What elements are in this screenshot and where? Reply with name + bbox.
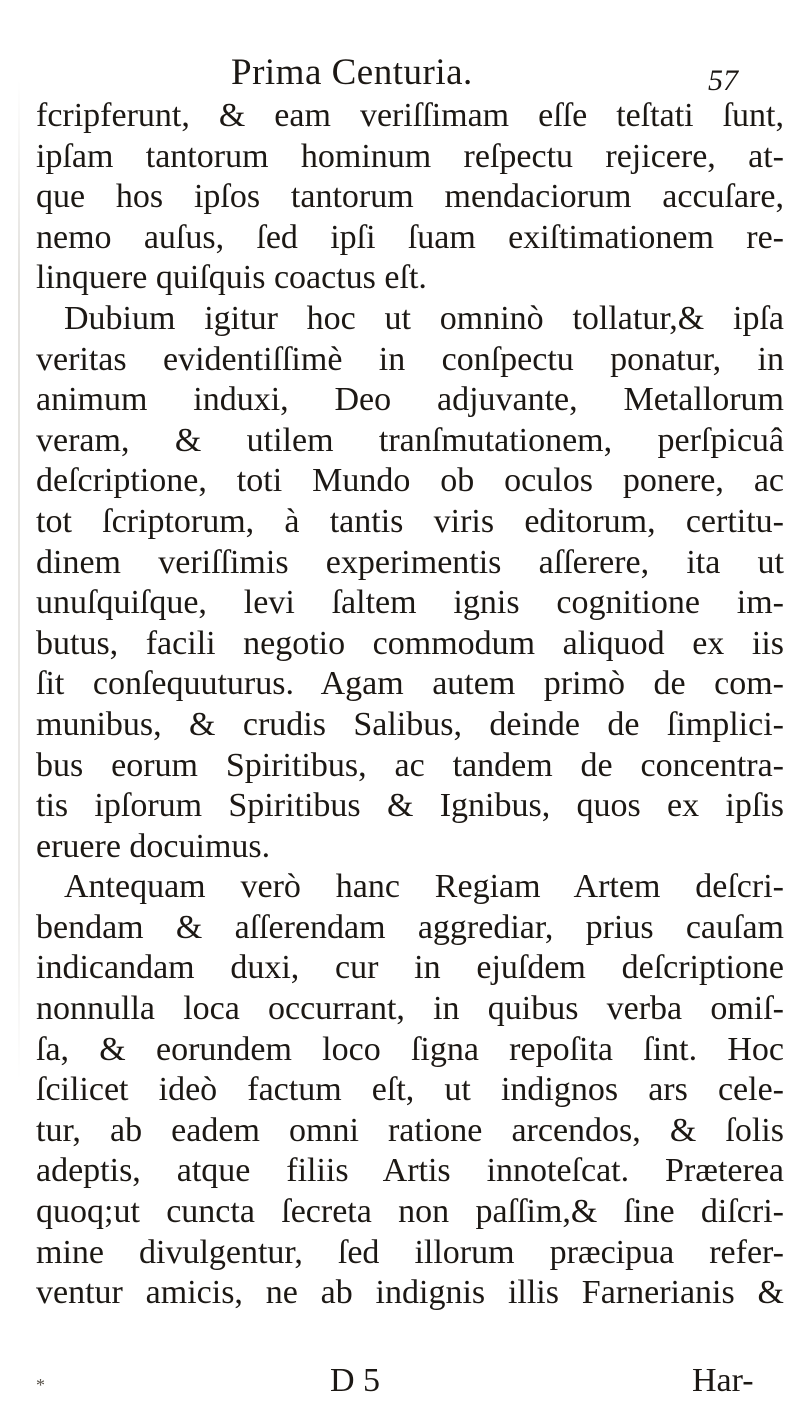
text-line: dinem veriſſimis experimentis aſſerere, ita ut: [36, 543, 784, 581]
signature-mark: *: [36, 1375, 45, 1395]
text-line: ſcilicet ideò factum eſt, ut indignos ars cele-: [36, 1071, 784, 1109]
text-line: ventur amicis, ne ab indignis illis Farnerianis &: [36, 1274, 784, 1312]
page-gutter-shadow: [18, 80, 20, 1080]
text-line: eruere docuimus.: [36, 827, 271, 865]
text-line: bendam & aſſerendam aggrediar, prius cauſam: [36, 908, 784, 946]
text-line: ſa, & eorundem loco ſigna repoſita ſint. Hoc: [36, 1030, 784, 1068]
text-line: fcripferunt, & eam veriſſimam eſſe teſtati ſunt,: [36, 97, 784, 134]
text-line: munibus, & crudis Salibus, deinde de ſimplici-: [36, 705, 784, 743]
text-line: indicandam duxi, cur in ejuſdem deſcriptione: [36, 949, 784, 987]
signature-mark-d5: D 5: [330, 1362, 381, 1399]
text-line: butus, facili negotio commodum aliquod ex iis: [36, 624, 784, 662]
text-line: tur, ab eadem omni ratione arcendos, & ſolis: [36, 1111, 784, 1149]
body-text: [36, 96, 784, 1314]
text-line: ſit conſequuturus. Agam autem primò de com-: [36, 665, 784, 703]
text-line: linquere quiſquis coactus eſt.: [36, 259, 427, 297]
text-line: nonnulla loca occurrant, in quibus verba omiſ-: [36, 990, 784, 1028]
page-footer: [36, 1361, 784, 1401]
page-header: [0, 48, 800, 98]
text-line: ipſam tantorum hominum reſpectu rejicere, at-: [36, 137, 784, 175]
page-number: 57: [708, 64, 738, 97]
text-line: quoq;ut cuncta ſecreta non paſſim,& ſine diſcri-: [36, 1193, 784, 1231]
text-line: unuſquiſque, levi ſaltem ignis cognitione im-: [36, 584, 784, 622]
catchword: Har-: [692, 1362, 754, 1399]
text-line: adeptis, atque filiis Artis innoteſcat. Præterea: [36, 1152, 784, 1190]
running-title: Prima Centuria.: [231, 52, 473, 93]
text-line: Dubium igitur hoc ut omninò tollatur,& ipſa: [64, 299, 784, 337]
text-line: que hos ipſos tantorum mendaciorum accuſare,: [36, 178, 784, 216]
text-line: animum induxi, Deo adjuvante, Metallorum: [36, 381, 784, 419]
text-line: tot ſcriptorum, à tantis viris editorum, certitu-: [36, 502, 784, 540]
text-line: deſcriptione, toti Mundo ob oculos ponere, ac: [36, 462, 784, 500]
text-line: bus eorum Spiritibus, ac tandem de concentra-: [36, 746, 784, 784]
text-line: veritas evidentiſſimè in conſpectu ponatur, in: [36, 340, 784, 378]
text-line: veram, & utilem tranſmutationem, perſpicuâ: [36, 421, 784, 459]
text-line: mine divulgentur, ſed illorum præcipua refer-: [36, 1233, 784, 1271]
text-line: Antequam verò hanc Regiam Artem deſcri-: [64, 868, 784, 906]
text-line: nemo auſus, ſed ipſi ſuam exiſtimationem re-: [36, 218, 784, 256]
text-line: tis ipſorum Spiritibus & Ignibus, quos ex ipſis: [36, 787, 784, 825]
